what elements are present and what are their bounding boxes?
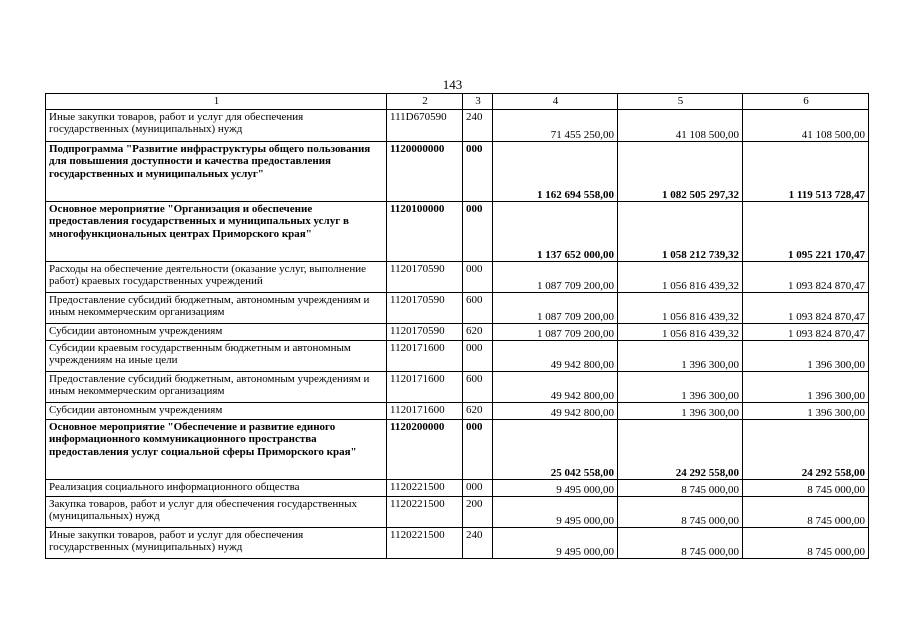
row-year2: 1 056 816 439,32 [618, 324, 743, 341]
row-name: Предоставление субсидий бюджетным, автономным учреждениям и иным некоммерческим организациям [46, 372, 387, 403]
row-name: Субсидии автономным учреждениям [46, 403, 387, 420]
table-row [46, 110, 869, 142]
page-number: 143 [442, 77, 463, 92]
row-code: 1120221500 [387, 497, 463, 528]
table-row [46, 341, 869, 372]
row-expense-type: 200 [463, 497, 493, 528]
table-row [46, 372, 869, 403]
row-name: Субсидии краевым государственным бюджетным и автономным учреждениям на иные цели [46, 341, 387, 372]
row-year3: 1 095 221 170,47 [743, 202, 869, 262]
row-code: 1120200000 [387, 420, 463, 480]
table-row [46, 202, 869, 262]
row-expense-type: 000 [463, 341, 493, 372]
header-cell: 5 [618, 94, 743, 110]
row-expense-type: 240 [463, 110, 493, 142]
row-year3: 8 745 000,00 [743, 480, 869, 497]
row-name: Иные закупки товаров, работ и услуг для обеспечения государственных (муниципальных) нужд [46, 110, 387, 142]
budget-table [45, 93, 869, 559]
row-year1: 9 495 000,00 [493, 480, 618, 497]
row-expense-type: 000 [463, 262, 493, 293]
row-year1: 71 455 250,00 [493, 110, 618, 142]
row-code: 1120171600 [387, 341, 463, 372]
row-year2: 1 396 300,00 [618, 372, 743, 403]
row-expense-type: 600 [463, 293, 493, 324]
row-year3: 41 108 500,00 [743, 110, 869, 142]
row-expense-type: 620 [463, 403, 493, 420]
row-year2: 1 396 300,00 [618, 341, 743, 372]
row-name: Расходы на обеспечение деятельности (оказание услуг, выполнение работ) краевых государственных учреждений [46, 262, 387, 293]
row-name: Основное мероприятие "Организация и обеспечение предоставления государственных и муниципальных услуг в многофункциональных центрах Приморского края" [46, 202, 387, 262]
row-expense-type: 620 [463, 324, 493, 341]
table-row [46, 480, 869, 497]
header-cell: 3 [463, 94, 493, 110]
row-year2: 1 082 505 297,32 [618, 142, 743, 202]
row-year2: 1 058 212 739,32 [618, 202, 743, 262]
row-year2: 41 108 500,00 [618, 110, 743, 142]
row-code: 1120221500 [387, 528, 463, 559]
header-cell: 2 [387, 94, 463, 110]
row-year1: 9 495 000,00 [493, 528, 618, 559]
row-name: Подпрограмма "Развитие инфраструктуры общего пользования для повышения доступности и качества предоставления государственных и муниципальных услуг" [46, 142, 387, 202]
row-name: Иные закупки товаров, работ и услуг для обеспечения государственных (муниципальных) нужд [46, 528, 387, 559]
row-year3: 1 093 824 870,47 [743, 324, 869, 341]
table-header-row [46, 94, 869, 110]
row-year2: 8 745 000,00 [618, 480, 743, 497]
row-year3: 8 745 000,00 [743, 528, 869, 559]
row-year3: 1 119 513 728,47 [743, 142, 869, 202]
row-year3: 1 396 300,00 [743, 372, 869, 403]
row-name: Субсидии автономным учреждениям [46, 324, 387, 341]
row-year1: 1 137 652 000,00 [493, 202, 618, 262]
row-year1: 49 942 800,00 [493, 341, 618, 372]
row-year2: 8 745 000,00 [618, 528, 743, 559]
row-year2: 1 056 816 439,32 [618, 293, 743, 324]
table-row [46, 420, 869, 480]
row-year3: 1 093 824 870,47 [743, 293, 869, 324]
row-name: Закупка товаров, работ и услуг для обеспечения государственных (муниципальных) нужд [46, 497, 387, 528]
row-year3: 8 745 000,00 [743, 497, 869, 528]
table-row [46, 142, 869, 202]
row-year3: 24 292 558,00 [743, 420, 869, 480]
row-year1: 1 087 709 200,00 [493, 293, 618, 324]
table-row [46, 497, 869, 528]
row-code: 1120170590 [387, 262, 463, 293]
row-year1: 1 162 694 558,00 [493, 142, 618, 202]
table-row [46, 403, 869, 420]
row-year1: 49 942 800,00 [493, 372, 618, 403]
row-year1: 49 942 800,00 [493, 403, 618, 420]
row-year1: 1 087 709 200,00 [493, 324, 618, 341]
row-name: Реализация социального информационного общества [46, 480, 387, 497]
header-cell: 1 [46, 94, 387, 110]
header-cell: 6 [743, 94, 869, 110]
row-name: Предоставление субсидий бюджетным, автономным учреждениям и иным некоммерческим организациям [46, 293, 387, 324]
row-expense-type: 000 [463, 142, 493, 202]
row-year2: 1 396 300,00 [618, 403, 743, 420]
row-year2: 24 292 558,00 [618, 420, 743, 480]
row-name: Основное мероприятие "Обеспечение и развитие единого информационного коммуникационного пространства предоставления услуг социальной сферы Приморского края" [46, 420, 387, 480]
row-expense-type: 240 [463, 528, 493, 559]
row-code: 1120170590 [387, 324, 463, 341]
row-code: 1120170590 [387, 293, 463, 324]
row-year1: 9 495 000,00 [493, 497, 618, 528]
row-code: 1120171600 [387, 403, 463, 420]
table-row [46, 528, 869, 559]
row-expense-type: 000 [463, 480, 493, 497]
row-year2: 8 745 000,00 [618, 497, 743, 528]
row-expense-type: 600 [463, 372, 493, 403]
row-year3: 1 396 300,00 [743, 341, 869, 372]
table-row [46, 324, 869, 341]
row-year3: 1 093 824 870,47 [743, 262, 869, 293]
table-row [46, 262, 869, 293]
row-code: 1120221500 [387, 480, 463, 497]
row-year1: 1 087 709 200,00 [493, 262, 618, 293]
row-expense-type: 000 [463, 202, 493, 262]
row-year2: 1 056 816 439,32 [618, 262, 743, 293]
table-row [46, 293, 869, 324]
row-code: 1120171600 [387, 372, 463, 403]
header-cell: 4 [493, 94, 618, 110]
row-code: 1120100000 [387, 202, 463, 262]
row-code: 1120000000 [387, 142, 463, 202]
row-code: 111D670590 [387, 110, 463, 142]
row-year1: 25 042 558,00 [493, 420, 618, 480]
row-expense-type: 000 [463, 420, 493, 480]
row-year3: 1 396 300,00 [743, 403, 869, 420]
